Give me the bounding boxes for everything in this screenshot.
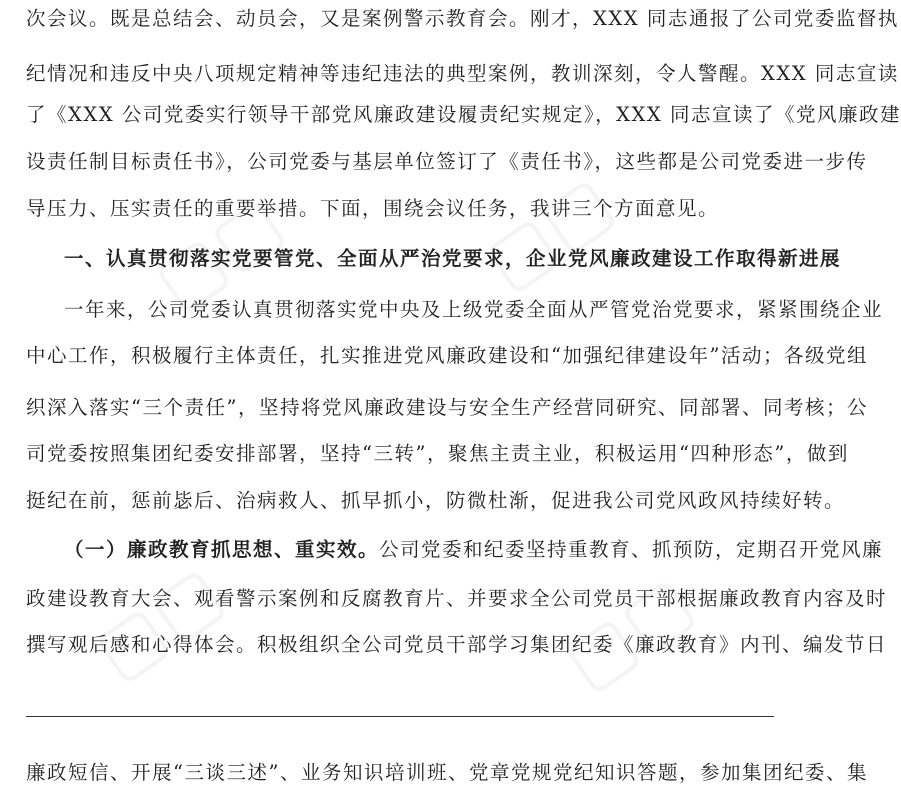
- paragraph-line: 设责任制目标责任书》，公司党委与基层单位签订了《责任书》，这些都是公司党委进一步传: [26, 150, 868, 173]
- paragraph-line: 撰写观后感和心得体会。积极组织全公司党员干部学习集团纪委《廉政教育》内刊、编发节日: [26, 633, 888, 656]
- watermark-logo: ▢▢: [138, 178, 298, 326]
- paragraph-line: 政建设教育大会、观看警示案例和反腐教育片、并要求全公司党员干部根据廉政教育内容及时: [26, 587, 888, 610]
- paragraph-line: 廉政短信、开展“三谈三述”、业务知识培训班、党章党规党纪知识答题，参加集团纪委、集: [26, 761, 868, 784]
- page-break-divider: [26, 716, 774, 717]
- sub-heading: （一）廉政教育抓思想、重实效。: [64, 538, 380, 561]
- paragraph-line: 织深入落实“三个责任”，坚持将党风廉政建设与安全生产经营同研究、同部署、同考核；公: [26, 396, 868, 419]
- paragraph-line: 导压力、压实责任的重要举措。下面，围绕会议任务，我讲三个方面意见。: [26, 197, 720, 220]
- watermark-logo: ▢▢: [78, 548, 238, 696]
- paragraph-text: 公司党委和纪委坚持重教育、抓预防，定期召开党风廉: [379, 538, 884, 561]
- paragraph-line: 了《XXX 公司党委实行领导干部党风廉政建设履责纪实规定》，XXX 同志宣读了《党风廉政建: [26, 103, 901, 126]
- paragraph-line: 一年来，公司党委认真贯彻落实党中央及上级党委全面从严管党治党要求，紧紧围绕企业: [64, 298, 884, 321]
- paragraph-line: 挺纪在前，惩前毖后、治病救人、抓早抓小，防微杜渐，促进我公司党风政风持续好转。: [26, 489, 846, 512]
- paragraph-line: 中心工作，积极履行主体责任，扎实推进党风廉政建设和“加强纪律建设年”活动；各级党组: [26, 344, 868, 367]
- watermark-logo: ▢▢: [468, 158, 628, 306]
- sub-heading-line: [64, 537, 883, 563]
- paragraph-line: 纪情况和违反中央八项规定精神等违纪违法的典型案例，教训深刻，令人警醒。XXX 同志宣读: [26, 62, 899, 85]
- section-heading: 一、认真贯彻落实党要管党、全面从严治党要求，企业党风廉政建设工作取得新进展: [64, 247, 842, 270]
- paragraph-line: 次会议。既是总结会、动员会，又是案例警示教育会。刚才，XXX 同志通报了公司党委监督执: [26, 7, 899, 30]
- paragraph-line: 司党委按照集团纪委安排部署，坚持“三转”，聚焦主责主业，积极运用“四种形态”，做到: [26, 442, 849, 465]
- watermark-logo: ▢▢: [548, 558, 708, 706]
